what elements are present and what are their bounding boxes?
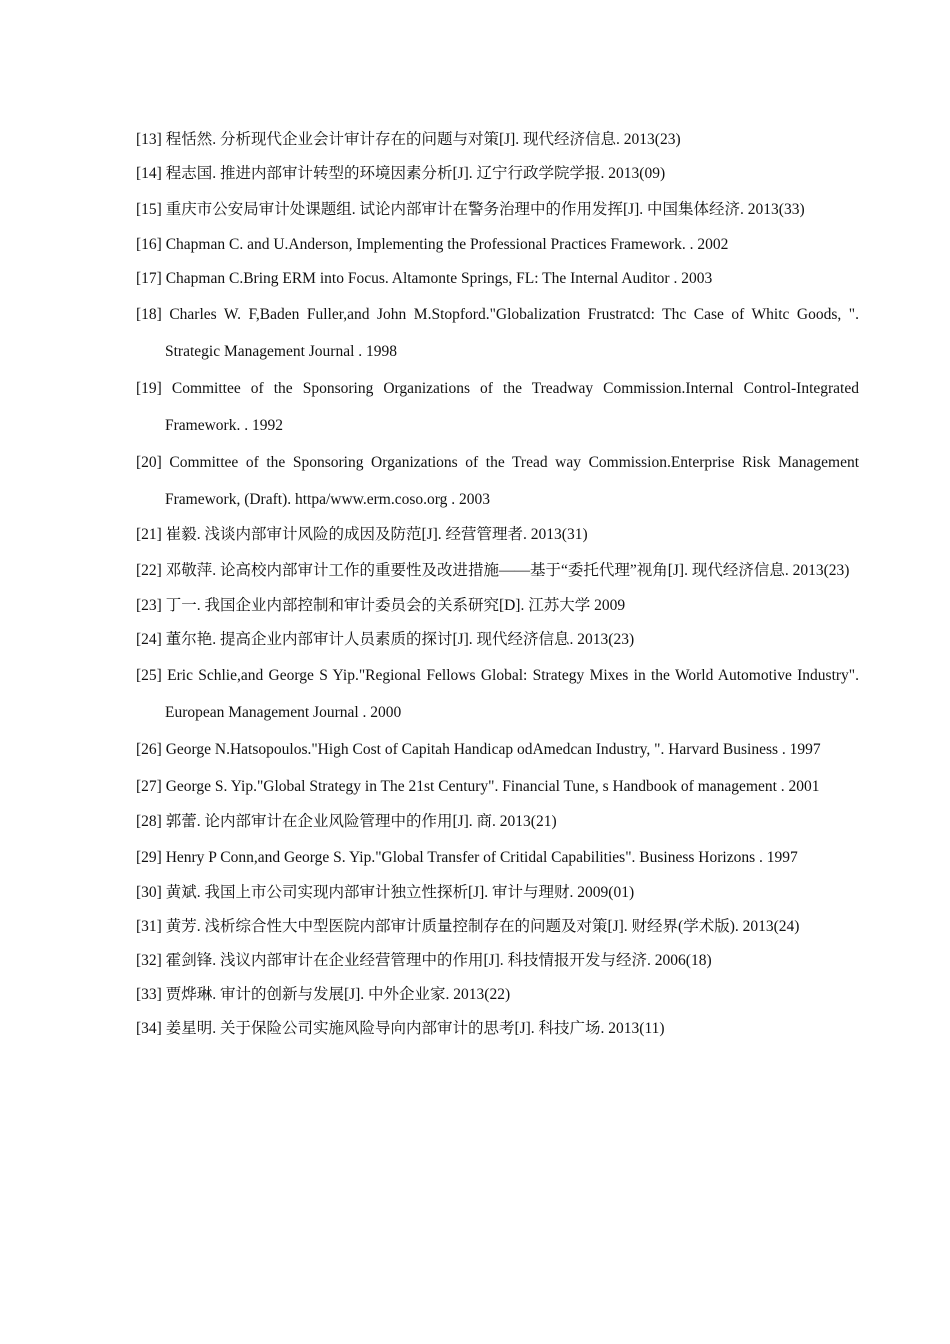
reference-item-15: [15] 重庆市公安局审计处课题组. 试论内部审计在警务治理中的作用发挥[J]. 中国集体经济. 2013(33): [136, 201, 805, 218]
reference-item-18: [18] Charles W. F,Baden Fuller,and John M.Stopford."Globalization Frustratcd: Thc Case of Whitc Goods, ". Strategic Management Journal . 1998: [136, 306, 859, 360]
reference-item-14: [14] 程志国. 推进内部审计转型的环境因素分析[J]. 辽宁行政学院学报. 2013(09): [136, 165, 666, 182]
reference-item-25: [25] Eric Schlie,and George S Yip."Regional Fellows Global: Strategy Mixes in the World Automotive Industry". European Management Journal . 2000: [136, 667, 859, 721]
reference-item-13: [13] 程恬然. 分析现代企业会计审计存在的问题与对策[J]. 现代经济信息. 2013(23): [136, 131, 681, 148]
reference-item-32: [32] 霍剑锋. 浅议内部审计在企业经营管理中的作用[J]. 科技情报开发与经济. 2006(18): [136, 952, 712, 969]
reference-item-21: [21] 崔毅. 浅谈内部审计风险的成因及防范[J]. 经营管理者. 2013(31): [136, 526, 588, 543]
reference-item-30: [30] 黄斌. 我国上市公司实现内部审计独立性探析[J]. 审计与理财. 2009(01): [136, 884, 635, 901]
reference-item-16: [16] Chapman C. and U.Anderson, Implementing the Professional Practices Framework. . 2002: [136, 236, 729, 253]
reference-item-27: [27] George S. Yip."Global Strategy in The 21st Century". Financial Tune, s Handbook of management . 2001: [136, 778, 820, 795]
reference-item-19: [19] Committee of the Sponsoring Organizations of the Treadway Commission.Internal Control-Integrated Framework. . 1992: [136, 380, 859, 434]
reference-item-26: [26] George N.Hatsopoulos."High Cost of Capitah Handicap odAmedcan Industry, ". Harvard Business . 1997: [136, 741, 821, 758]
reference-item-33: [33] 贾烨琳. 审计的创新与发展[J]. 中外企业家. 2013(22): [136, 986, 511, 1003]
reference-item-31: [31] 黄芳. 浅析综合性大中型医院内部审计质量控制存在的问题及对策[J]. 财经界(学术版). 2013(24): [136, 918, 800, 935]
reference-item-22: [22] 邓敬萍. 论高校内部审计工作的重要性及改进措施——基于“委托代理”视角[J]. 现代经济信息. 2013(23): [136, 562, 850, 579]
reference-item-23: [23] 丁一. 我国企业内部控制和审计委员会的关系研究[D]. 江苏大学 2009: [136, 597, 626, 614]
reference-item-20: [20] Committee of the Sponsoring Organizations of the Tread way Commission.Enterprise Risk Management Framework, (Draft). httpa/www.erm.coso.org . 2003: [136, 454, 859, 508]
reference-list: [136, 123, 859, 1046]
reference-item-29: [29] Henry P Conn,and George S. Yip."Global Transfer of Critidal Capabilities". Business Horizons . 1997: [136, 849, 798, 866]
reference-item-28: [28] 郭蕾. 论内部审计在企业风险管理中的作用[J]. 商. 2013(21): [136, 813, 557, 830]
reference-item-34: [34] 姜星明. 关于保险公司实施风险导向内部审计的思考[J]. 科技广场. 2013(11): [136, 1020, 665, 1037]
reference-item-17: [17] Chapman C.Bring ERM into Focus. Altamonte Springs, FL: The Internal Auditor . 2003: [136, 270, 713, 287]
reference-item-24: [24] 董尔艳. 提高企业内部审计人员素质的探讨[J]. 现代经济信息. 2013(23): [136, 631, 635, 648]
